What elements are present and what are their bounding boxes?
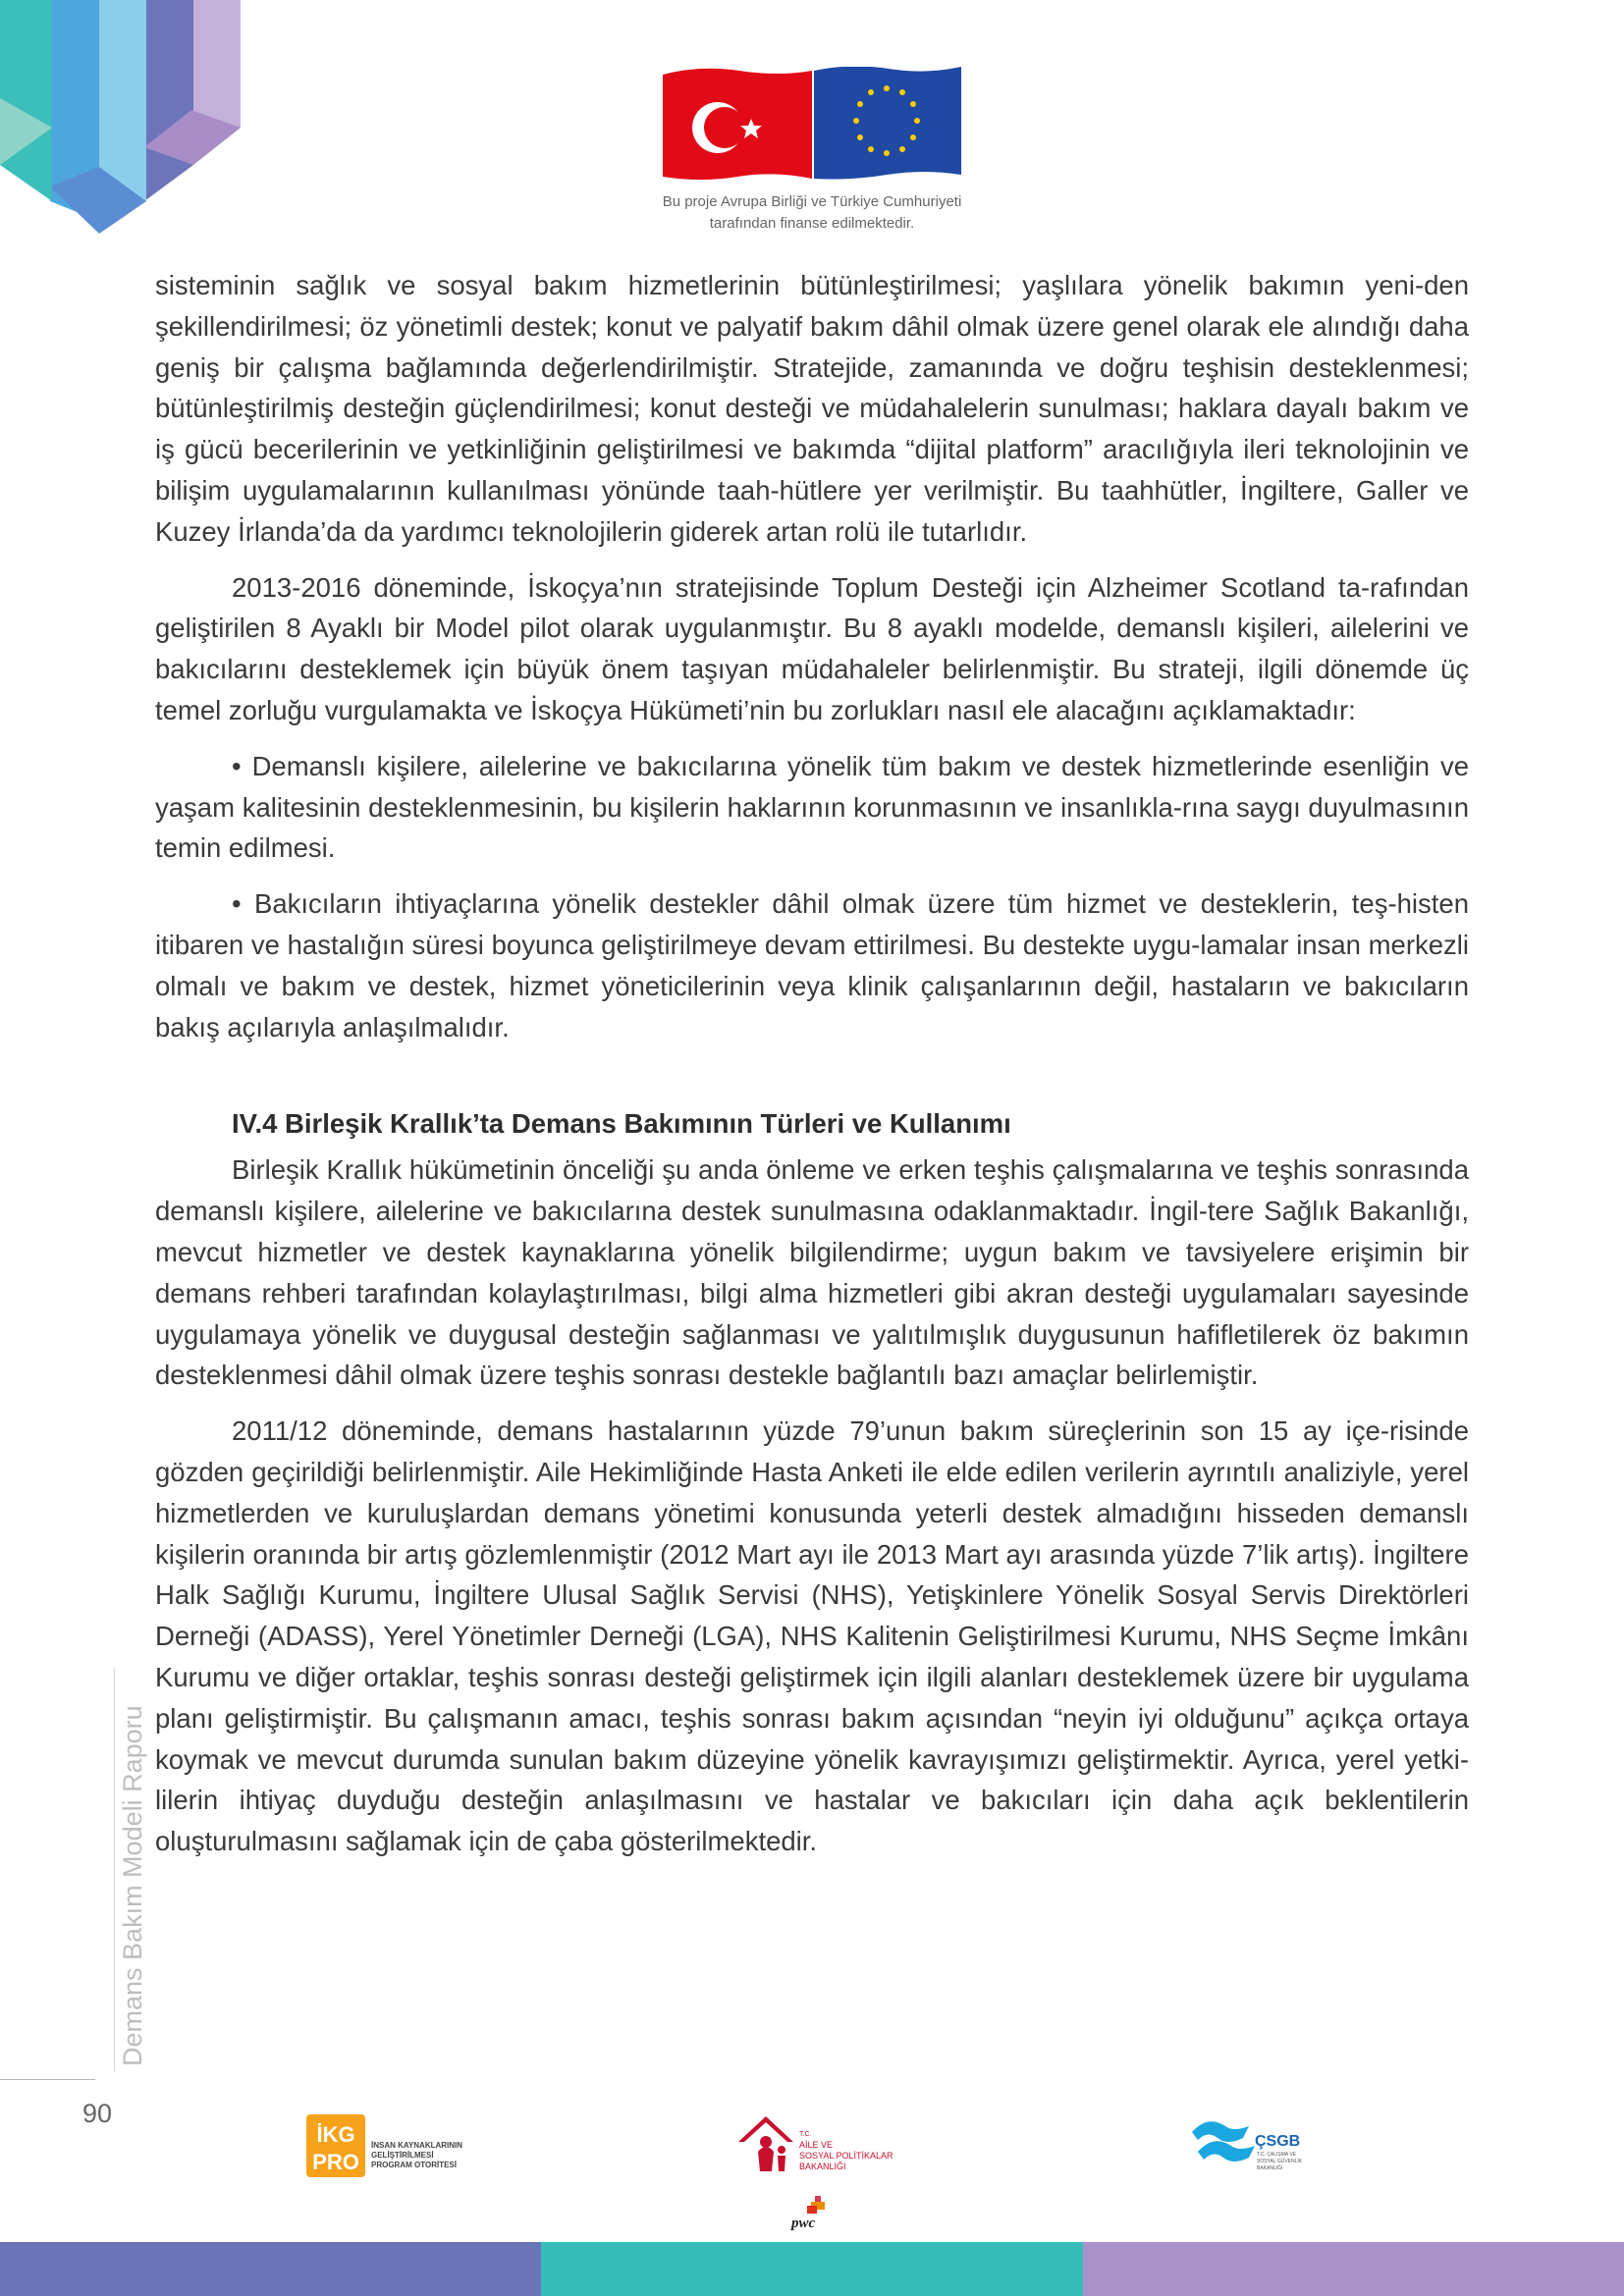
csgb-text-3: BAKANLIĞI — [1257, 2165, 1283, 2171]
funding-caption — [589, 191, 1035, 235]
sidebar-rule — [114, 1669, 115, 2071]
bar-segment-teal — [541, 2242, 1082, 2296]
paragraph-3: Birleşik Krallık hükümetinin önceliği şu anda önleme ve erken teşhis çalışmalarına ve teşhis sonrasında demanslı kişilere, ailelerine ve bakıcılarına destek sunulmasına odaklanmaktadır. İngil-tere Sağlık Bakanlığı, mevcut hizmetler ve destek kaynaklarına yönelik bilgilendirme; uygun bakım ve tavsiyelere erişimin bir demans rehberi tarafından kolaylaştırılması, bilgi alma hizmetleri gibi akran desteği uygulamaları sayesinde uygulamaya yönelik ve duygusal desteğin sağlanması ve yalıtılmışlık duygusunun hafifletilerek öz bakımın desteklenmesi dâhil olmak üzere teşhis sonrası destekle bağlantılı bazı amaçlar belirlemiştir. — [155, 1154, 1469, 1391]
bar-segment-purple — [1083, 2242, 1624, 2296]
section-heading: IV.4 Birleşik Krallık’ta Demans Bakımının Türleri ve Kullanımı — [232, 1108, 1011, 1140]
bullet-2: • Bakıcıların ihtiyaçlarına yönelik destekler dâhil olmak üzere tüm hizmet ve desteklerin, teş-histen itibaren ve hastalığın süresi boyunca geliştirilmeye devam ettirilmesi. Bu destekte uygu-lamalar insan merkezli olmalı ve bakım ve destek, hizmet yöneticilerinin veya klinik çalışanlarının değil, hastaların ve bakıcıların bakış açılarıyla anlaşılmalıdır. — [155, 888, 1469, 1042]
page-number-rule — [0, 2079, 95, 2080]
page-number: 90 — [82, 2099, 113, 2128]
caption-line-1: Bu proje Avrupa Birliği ve Türkiye Cumhuriyeti — [662, 193, 962, 210]
tr-eu-flags — [661, 67, 963, 183]
ikg-main-text: İKG — [316, 2122, 355, 2147]
pwc-logo — [785, 2194, 835, 2235]
ikg-text-1: İNSAN KAYNAKLARININ — [371, 2141, 463, 2150]
corner-decoration — [0, 0, 245, 236]
report-title-vertical: Demans Bakım Modeli Raporu — [118, 1705, 147, 2066]
main-text — [155, 265, 1469, 1877]
pwc-text: pwc — [791, 2216, 816, 2231]
csgb-text-1: T.C. ÇALIŞMA VE — [1257, 2152, 1297, 2158]
aile-sosyal-politikalar-logo — [736, 2112, 893, 2175]
bar-segment-blue — [0, 2242, 541, 2296]
csgb-text-2: SOSYAL GÜVENLİK — [1257, 2159, 1303, 2164]
caption-line-2: tarafından finanse edilmektedir. — [709, 215, 915, 232]
ikg-text-2: GELİŞTİRİLMESİ — [371, 2151, 434, 2160]
paragraph-2: 2013-2016 döneminde, İskoçya’nın stratejisinde Toplum Desteği için Alzheimer Scotland ta-rafından geliştirilen 8 Ayaklı bir Model pilot olarak uygulanmıştır. Bu 8 ayaklı modelde, demanslı kişileri, ailelerini ve bakıcılarını desteklemek için büyük önem taşıyan müdahaleler belirlenmiştir. Bu strateji, ilgili dönemde üç temel zorluğu vurgulamakta ve İskoçya Hükümeti’nin bu zorlukları nasıl ele alacağını açıklamaktadır: — [155, 571, 1469, 725]
paragraph-4: 2011/12 döneminde, demans hastalarının yüzde 79’unun bakım süreçlerinin son 15 ay içe-risinde gözden geçirildiği belirlenmiştir. Aile Hekimliğinde Hasta Anketi ile elde edilen verilerin ayrıntılı analiziyle, yerel hizmetlerden ve kuruluşlardan demans yönetimi konusunda yeterli destek almadığını hisseden demanslı kişilerin oranında bir artış gözlemlenmiştir (2012 Mart ayı ile 2013 Mart ayı arasında yüzde 7’lik artış). İngiltere Halk Sağlığı Kurumu, İngiltere Ulusal Sağlık Servisi (NHS), Yetişkinlere Yönelik Sosyal Servis Direktörleri Derneği (ADASS), Yerel Yönetimler Derneği (LGA), NHS Kalitenin Geliştirilmesi Kurumu, NHS Seçme İmkânı Kurumu ve diğer ortaklar, teşhis sonrası desteği geliştirmek için ilgili alanları desteklemek üzere bir uygulama planı geliştirmiştir. Bu çalışmanın amacı, teşhis sonrası bakım açısından “neyin iyi olduğunu” açıkça ortaya koymak ve mevcut durumda sunulan bakım düzeyine yönelik kavrayışımızı geliştirmektir. Ayrıca, yerel yetki-lilerin ihtiyaç duyduğu desteğin anlaşılmasını ve hastalar ve bakıcıları için daha açık beklentilerin oluşturulmasını sağlamak için de çaba gösterilmektedir. — [155, 1415, 1469, 1857]
ikg-pro-text: PRO — [312, 2150, 359, 2174]
bullet-1: • Demanslı kişilere, ailelerine ve bakıcılarına yönelik tüm bakım ve destek hizmetlerinde esenliğin ve yaşam kalitesinin desteklenmesinin, bu kişilerin haklarının korunmasının ve insanlıkla-rına saygı duyulmasının temin edilmesi. — [155, 750, 1469, 864]
aile-tc-text: T.C. — [799, 2131, 812, 2138]
csgb-main-text: ÇSGB — [1255, 2133, 1301, 2150]
bottom-color-bar — [0, 2242, 1624, 2296]
aile-text-2: SOSYAL POLİTİKALAR — [799, 2151, 893, 2161]
paragraph-1: sisteminin sağlık ve sosyal bakım hizmetlerinin bütünleştirilmesi; yaşlılara yönelik bakımın yeni-den şekillendirilmesi; öz yönetimli destek; konut ve palyatif bakım dâhil olmak üzere genel olarak ele alındığı daha geniş bir çalışma bağlamında değerlendirilmiştir. Stratejide, zamanında ve doğru teşhisin desteklenmesi; bütünleştirilmiş desteğin güçlendirilmesi; konut desteği ve müdahalelerin sunulması; haklara dayalı bakım ve iş gücü becerilerinin ve yetkinliğinin geliştirilmesi ve bakımda “dijital platform” aracılığıyla ileri teknolojinin ve bilişim uygulamalarının kullanılması yönünde taah-hütlere yer verilmiştir. Bu taahhütler, İngiltere, Galler ve Kuzey İrlanda’da da yardımcı teknolojilerin giderek artan rolü ile tutarlıdır. — [155, 270, 1469, 547]
eu-flag-icon — [814, 67, 961, 180]
ikg-pro-logo — [306, 2114, 483, 2177]
ikg-text-3: PROGRAM OTORİTESİ — [371, 2161, 457, 2169]
aile-text-3: BAKANLIĞI — [799, 2162, 846, 2171]
aile-text-1: AİLE VE — [799, 2140, 834, 2150]
csgb-logo — [1188, 2112, 1335, 2175]
